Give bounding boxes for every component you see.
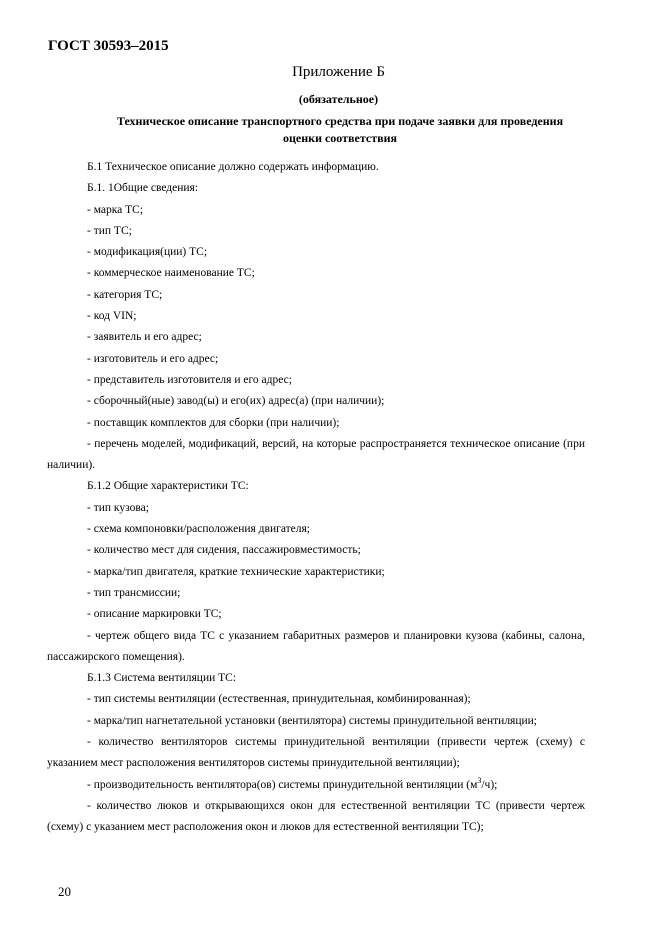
list-item: - тип ТС;	[87, 224, 132, 237]
list-item: - количество вентиляторов системы принудительной вентиляции (привести чертеж (схему) с указанием мест расположения вентиляторов системы принудительной вентиляции);	[47, 736, 585, 770]
page-number: 20	[58, 884, 71, 899]
flow-text: - производительность вентилятора(ов) системы принудительной вентиляции (м	[87, 778, 478, 791]
flow-unit-exponent: 3	[477, 775, 482, 785]
list-item: - сборочный(ные) завод(ы) и его(их) адрес(а) (при наличии);	[87, 395, 385, 408]
appendix-heading: Техническое описание транспортного средства при подаче заявки для проведения оценки соответствия	[116, 114, 564, 145]
list-item: - представитель изготовителя и его адрес;	[87, 373, 292, 386]
list-item: - марка/тип двигателя, краткие технические характеристики;	[87, 565, 385, 578]
list-item: - заявитель и его адрес;	[87, 331, 202, 344]
list-item: - схема компоновки/расположения двигателя;	[87, 523, 310, 536]
appendix-title: Приложение Б	[292, 64, 385, 80]
list-item	[47, 775, 585, 796]
list-item: - чертеж общего вида ТС с указанием габаритных размеров и планировки кузова (кабины, салона, пассажирского помещения).	[47, 629, 585, 663]
body-text	[47, 157, 585, 839]
list-item: - код VIN;	[87, 310, 137, 323]
list-item: - коммерческое наименование ТС;	[87, 267, 255, 280]
list-item: - марка/тип нагнетательной установки (вентилятора) системы принудительной вентиляции;	[87, 714, 537, 727]
list-item: - перечень моделей, модификаций, версий, на которые распространяется техническое описание (при наличии).	[47, 437, 585, 472]
list-item: - тип трансмиссии;	[87, 586, 181, 599]
list-item: - количество мест для сидения, пассажировместимость;	[87, 544, 361, 557]
list-item: - модификация(ции) ТС;	[87, 246, 208, 259]
list-item: - изготовитель и его адрес;	[87, 352, 219, 365]
list-item: - тип кузова;	[87, 501, 149, 514]
list-item: - количество люков и открывающихся окон для естественной вентиляции ТС (привести чертеж (схему) с указанием мест расположения окон и люков для естественной вентиляции ТС);	[47, 799, 585, 834]
flow-unit-tail: /ч);	[481, 778, 498, 791]
list-item: - тип системы вентиляции (естественная, принудительная, комбинированная);	[87, 693, 471, 706]
section-heading: Б.1. 1Общие сведения:	[87, 182, 199, 195]
paragraph: Б.1 Техническое описание должно содержать информацию.	[87, 161, 379, 173]
section-heading: Б.1.3 Система вентиляции ТС:	[87, 672, 237, 685]
appendix-status: (обязательное)	[298, 92, 379, 106]
standard-header: ГОСТ 30593–2015	[48, 38, 169, 54]
list-item: - категория ТС;	[87, 288, 163, 301]
list-item: - поставщик комплектов для сборки (при наличии);	[87, 416, 340, 429]
section-heading: Б.1.2 Общие характеристики ТС:	[87, 480, 249, 493]
list-item: - описание маркировки ТС;	[87, 608, 222, 621]
list-item: - марка ТС;	[87, 203, 144, 216]
